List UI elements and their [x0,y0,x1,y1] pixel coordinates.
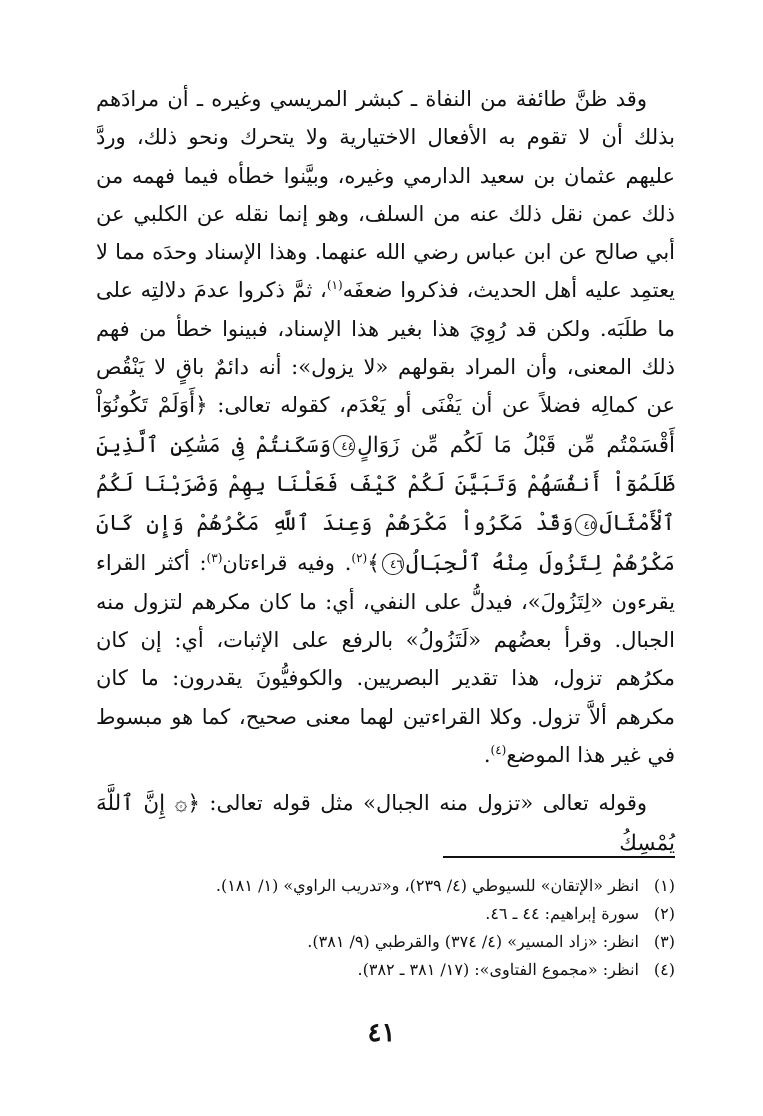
text-segment: وقوله تعالى «تزول منه الجبال» مثل قوله تعالى: [199,791,648,816]
quran-verse: ﴿أَوَلَمْ تَكُونُوٓاْ أَقْسَمْتُم مِّن قَبْلُ مَا لَكُم مِّن زَوَالٍ [96,393,675,458]
quran-verse: وَقَدْ مَكَرُواْ مَكْرَهُمْ وَعِندَ ٱللَّهِ مَكْرُهُمْ وَإِن كَانَ مَكْرُهُمْ لِتَزُولَ مِنْهُ ٱلْجِبَالُ [96,511,675,576]
quran-bracket: ﴾ [367,550,380,576]
footnote-text: سورة إبراهيم: ٤٤ ـ ٤٦. [485,904,639,923]
footnote-number: (١) [653,876,675,895]
footnote-number: (٢) [653,904,675,923]
footnote-item [96,900,675,928]
footnote-item [96,956,675,984]
text-segment: . وفيه قراءتان [222,550,352,575]
footnote-text: انظر: «مجموع الفتاوى»: (١٧/ ٣٨١ ـ ٣٨٢). [357,960,639,979]
verse-number-marker: ٤٤ [333,435,355,457]
quran-verse: ﴿۞ إِنَّ ٱللَّهَ يُمْسِكُ [96,791,675,856]
text-segment: ، ثمَّ ذكروا عدمَ دلالتِه على ما طلَبَه. ولكن قد رُوِيَ هذا بغير هذا الإسناد، فبينوا خطأ من فهم ذلك المعنى، وأن المراد بقولهم «لا يزول»: أنه دائمٌ باقٍ لا يَنْقُص عن كمالِه فضلاً عن أن يَفْنَى أو يَعْدَم، كقوله تعالى: [96,278,675,418]
page-number: ٤١ [367,1018,396,1048]
footnote-ref[interactable]: (١) [326,278,343,293]
main-text [96,80,675,863]
footnote-ref[interactable]: (٤) [490,743,507,758]
footnote-number: (٣) [653,932,675,951]
quran-verse: وَسَكَنتُمْ فِى مَسَٰكِنِ ٱلَّذِينَ ظَلَمُوٓاْ أَنفُسَهُمْ وَتَبَيَّنَ لَكُمْ كَيْفَ فَعَلْنَا بِهِمْ وَضَرَبْنَا لَكُمُ ٱلْأَمْثَالَ [96,432,675,537]
footnote-ref[interactable]: (٢) [351,550,368,565]
text-segment: وقد ظنَّ طائفة من النفاة ـ كبشر المريسي وغيره ـ أن مرادَهم بذلك أن لا تقوم به الأفعال الاختيارية ولا يتحرك ونحو ذلك، وردَّ عليهم عثمان بن سعيد الدارمي وغيره، وبيَّنوا خطأه فيما فهمه من ذلك عمن نقل ذلك عنه من السلف، وهو إنما نقله عن الكلبي عن أبي صالح عن ابن عباس رضي الله عنهما. وهذا الإسناد وحدَه مما لا يعتمِد عليه أهل الحديث، فذكروا ضعفَه [96,87,675,303]
footnote-text: انظر «الإتقان» للسيوطي (٤/ ٢٣٩)، و«تدريب الراوي» (١/ ١٨١). [215,876,639,895]
footnote-divider [443,856,675,858]
paragraph-2 [96,784,675,863]
verse-number-marker: ٤٦ [382,553,404,575]
verse-number-marker: ٤٥ [575,514,597,536]
footnote-ref[interactable]: (٣) [206,550,223,565]
footnote-number: (٤) [653,960,675,979]
footnote-item [96,872,675,900]
paragraph-1 [96,80,675,774]
footnote-text: انظر: «زاد المسير» (٤/ ٣٧٤) والقرطبي (٩/ ٣٨١). [307,932,639,951]
footnotes-section [96,872,675,984]
footnote-item [96,928,675,956]
text-segment: : أكثر القراء يقرءون «لِتَزُولَ»، فيدلُّ على النفي، أي: ما كان مكرهم لتزول منه الجبال. وقرأ بعضُهم «لَتَزُولُ» بالرفع على الإثبات، أي: إن كان مكرُهم تزول، هذا تقدير البصريين. والكوفيُّونَ يقدرون: ما كان مكرهم ألاَّ تزول. وكلا القراءتين لهما معنى صحيح، كما هو مبسوط في غير هذا الموضع [96,550,675,768]
text-segment: . [483,743,491,768]
